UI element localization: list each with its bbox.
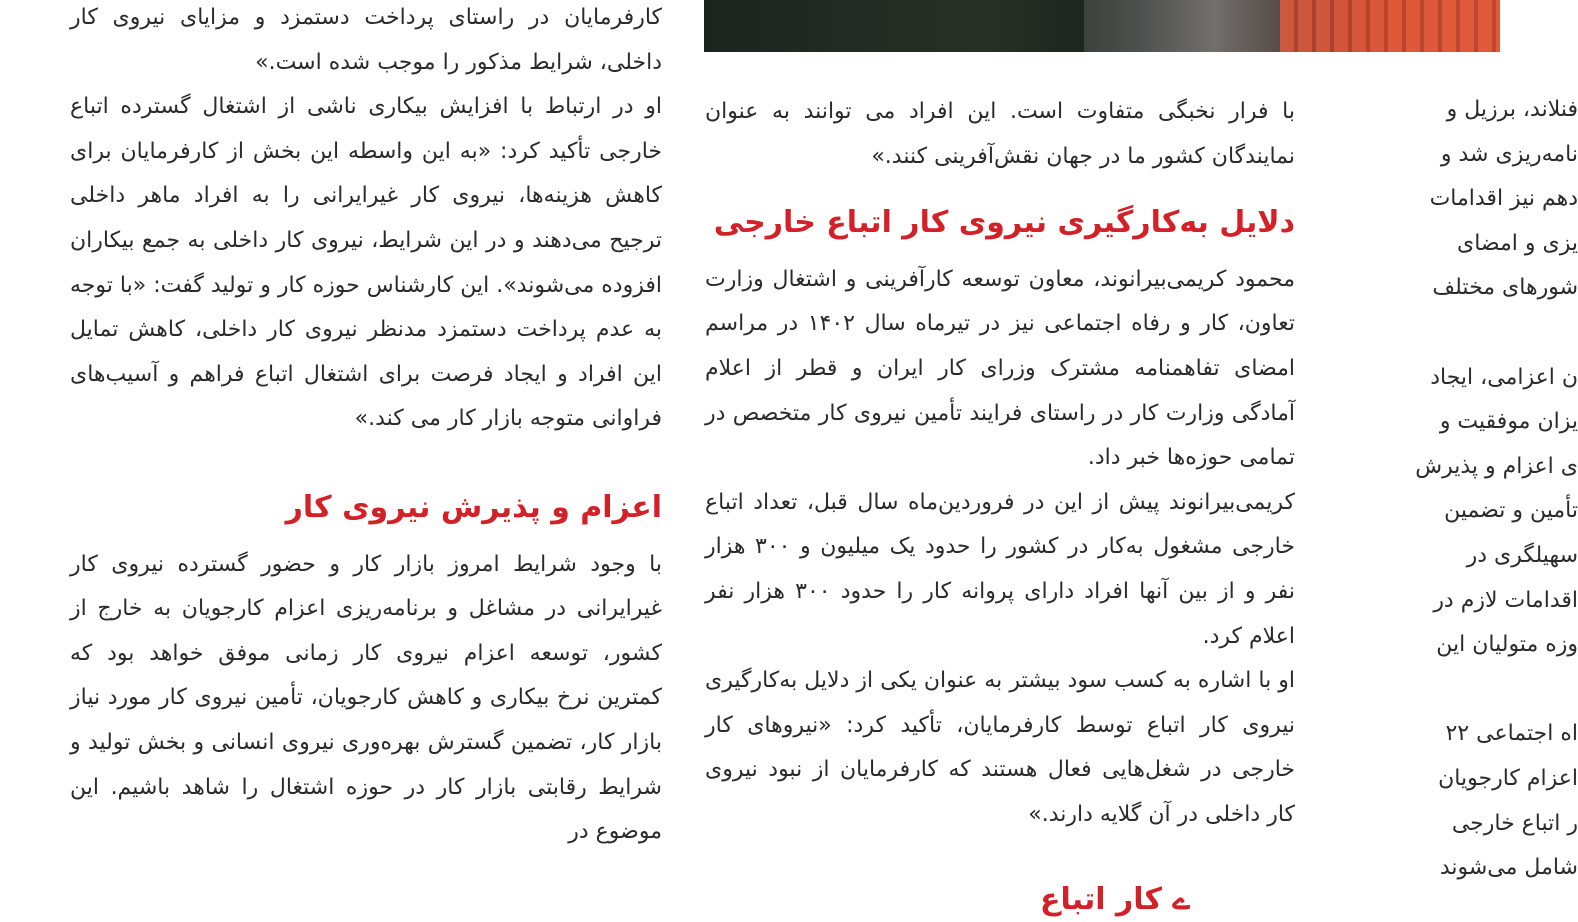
middle-paragraph-3: کریمی‌بیرانوند پیش از این در فروردین‌ماه سال قبل، تعداد اتباع خارجی مشغول به‌کار در کشور را حدود یک میلیون و ۳۰۰ هزار نفر و از بین آنها افراد دارای پروانه کار را حدود ۳۰۰ هزار نفر اعلام کرد.: [705, 489, 1295, 649]
middle-paragraph-4: او با اشاره به کسب سود بیشتر به عنوان یکی از دلایل به‌کارگیری نیروی کار اتباع توسط کارفرمایان، تأکید کرد: «نیروهای کار خارجی در شغل‌هایی فعال هستند که کارفرمایان از نبود نیروی کار داخلی در آن گلایه دارند.»: [705, 668, 1295, 827]
right-line: اقدامات لازم در: [1433, 587, 1578, 613]
middle-section-heading: دلایل به‌کارگیری نیروی کار اتباع خارجی: [713, 205, 1295, 241]
right-block-1: [1338, 88, 1578, 311]
right-line: وزه متولیان این: [1436, 632, 1578, 658]
right-line: سهیلگری در: [1466, 542, 1578, 568]
right-line: شامل می‌شوند: [1439, 855, 1578, 881]
right-line: تأمین و تضمین: [1444, 498, 1578, 524]
right-column: [1338, 88, 1578, 891]
right-line: اه اجتماعی ۲۲: [1445, 721, 1578, 747]
right-line: فنلاند، برزیل و: [1446, 97, 1578, 122]
right-line: نامه‌ریزی شد و: [1440, 141, 1578, 167]
right-line: ر اتباع خارجی: [1451, 810, 1578, 836]
middle-column: [705, 90, 1295, 838]
left-paragraph-1: کارفرمایان در راستای پرداخت دستمزد و مزایای نیروی کار داخلی، شرایط مذکور را موجب شده است.»: [70, 5, 662, 75]
middle-paragraph-2: محمود کریمی‌بیرانوند، معاون توسعه کارآفرینی و اشتغال وزارت تعاون، کار و رفاه اجتماعی نیز در تیرماه سال ۱۴۰۲ در مراسم امضای تفاهمنامه مشترک وزرای کار ایران و قطر از اعلام آمادگی وزارت کار در راستای فرایند تأمین نیروی کار متخصص در تمامی حوزه‌ها خبر داد.: [705, 266, 1295, 471]
photo-red-crates: [1280, 0, 1500, 52]
right-line: ن اعزامی، ایجاد: [1430, 364, 1578, 390]
right-line: یزی و امضای: [1457, 230, 1578, 256]
right-line: دهم نیز اقدامات: [1429, 186, 1578, 212]
left-paragraph-3: با وجود شرایط امروز بازار کار و حضور گسترده نیروی کار غیرایرانی در مشاغل و برنامه‌ریزی اعزام کارجویان به خارج از کشور، توسعه اعزام نیروی کار زمانی موفق خواهد بود که کمترین نرخ بیکاری و کاهش کارجویان، تأمین نیروی کار مورد نیاز بازار کار، تضمین گسترش بهره‌وری نیروی انسانی و بخش تولید و شرایط رقابتی بازار کار در حوزه اشتغال را شاهد باشیم. این موضوع در: [70, 551, 662, 845]
left-paragraph-2: او در ارتباط با افزایش بیکاری ناشی از اشتغال گسترده اتباع خارجی تأکید کرد: «به این واسطه این بخش از کارفرمایان برای کاهش هزینه‌ها، نیروی کار غیرایرانی را به افراد ماهر داخلی ترجیح می‌دهند و در این شرایط، نیروی کار داخلی به جمع بیکاران افزوده می‌شوند». این کارشناس حوزه کار و تولید گفت: «با توجه به عدم پرداخت دستمزد مدنظر نیروی کار داخلی، کاهش تمایل این افراد و ایجاد فرصت برای اشتغال اتباع فراهم و آسیب‌های فراوانی متوجه بازار کار می کند.»: [70, 94, 662, 432]
left-section-heading: اعزام و پذیرش نیروی کار: [285, 489, 662, 525]
right-line: ی اعزام و پذیرش: [1415, 453, 1578, 479]
middle-next-heading-partial: ے کار اتباع: [1040, 882, 1190, 917]
left-column: [70, 0, 662, 855]
middle-paragraph-1: با فرار نخبگی متفاوت است. این افراد می توانند به عنوان نمایندگان کشور ما در جهان نقش‌آفرینی کنند.»: [705, 99, 1295, 169]
right-block-3: [1338, 712, 1578, 890]
right-gap: [1338, 311, 1578, 356]
right-gap: [1338, 668, 1578, 713]
article-photo: [704, 0, 1500, 52]
right-line: اعزام کارجویان: [1438, 765, 1578, 791]
right-line: شورهای مختلف: [1432, 275, 1578, 301]
right-block-2: [1338, 356, 1578, 668]
right-line: یزان موفقیت و: [1439, 409, 1578, 435]
